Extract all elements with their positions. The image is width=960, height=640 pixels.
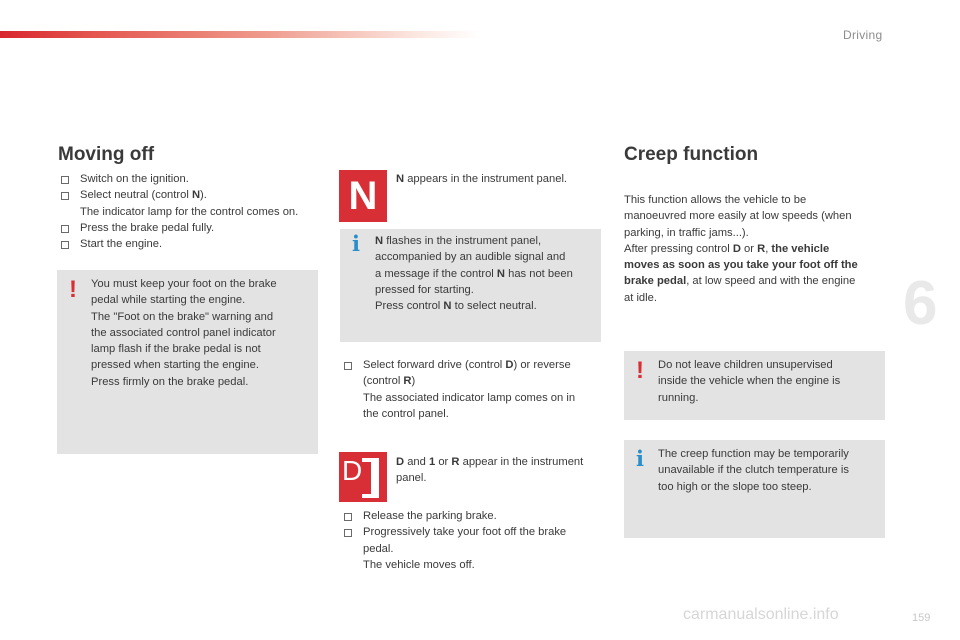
moving-off-title: Moving off [58,144,155,165]
brake-warning-box [57,270,318,454]
n-appears-text: N appears in the instrument panel. [396,173,568,185]
warning-icon: ! [69,276,77,303]
select-drive-step [341,357,606,422]
step-note: The indicator lamp for the control comes on. [80,205,299,218]
d1-appears-text: D and 1 or R appear in the instrument panel. [396,456,584,485]
step-item: Select forward drive (control D) or reverse (control R) The associated indicator lamp comes on in the control panel. [341,357,606,422]
n-info-box [340,229,601,342]
chapter-title: Driving [843,28,883,42]
step-item: Press the brake pedal fully. [58,220,323,236]
info-icon: i [636,446,644,471]
children-warning-box [624,351,885,420]
creep-info-box [624,440,885,538]
d1-indicator-icon: D [339,452,387,502]
step-item: Select neutral (control N). [58,187,323,203]
step-item: Release the parking brake. [341,508,606,524]
n-info-text: N flashes in the instrument panel, accompanied by an audible signal and a message if the control N has not been pressed for starting. Press control N to select neutral. [375,235,573,313]
creep-info-text: The creep function may be temporarily unavailable if the clutch temperature is too high or the slope too steep. [658,448,849,493]
final-steps [341,508,606,573]
warning-icon: ! [636,357,644,384]
step-item: Start the engine. [58,236,323,252]
creep-function-title: Creep function [624,144,759,165]
children-warning-text: Do not leave children unsupervised inside the vehicle when the engine is running. [658,359,841,404]
step-item: Progressively take your foot off the brake pedal. The vehicle moves off. [341,524,606,573]
step-item: Switch on the ignition. [58,171,323,187]
brake-warning-text: You must keep your foot on the brake pedal while starting the engine. The "Foot on the brake" warning and the associated control panel indicator lamp flash if the brake pedal is not pressed when starting the engine. Press firmly on the brake pedal. [91,278,277,388]
chapter-number: 6 [903,269,938,338]
creep-description: This function allows the vehicle to be manoeuvred more easily at low speeds (when parking, in traffic jams...). After pressing control D or R, the vehicle moves as soon as you take your foot off the brake pedal, at low speed and with the engine at idle. [624,194,858,304]
header-color-bar [0,31,480,38]
moving-off-steps [58,171,323,252]
info-icon: i [352,231,360,256]
n-indicator-icon: N [339,170,387,222]
watermark: carmanualsonline.info [683,606,839,623]
page-number: 159 [912,612,931,624]
